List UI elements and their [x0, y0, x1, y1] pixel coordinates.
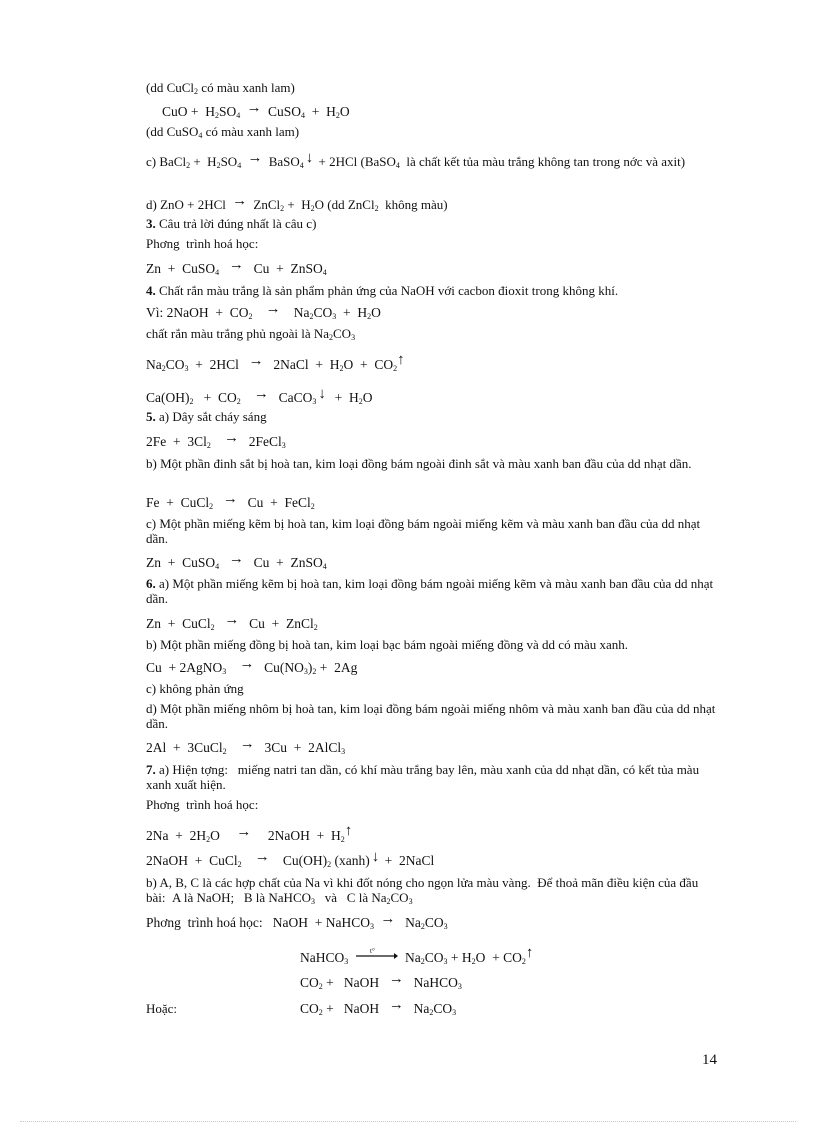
item-6b: b) Một phần miếng đồng bị hoà tan, kim loại bạc bám ngoài miếng đồng và dd có màu xanh. — [146, 637, 628, 652]
label-hoac: Hoặc: — [146, 1001, 178, 1016]
equation-co2-naoh-2: $CO_2$ + NaOH → $Na_2CO_3$ — [300, 997, 457, 1017]
note-na2co3: chất rắn màu trắng phủ ngoài là $Na_2CO_3$ — [146, 326, 356, 342]
item-d-zno: d) ZnO + 2HCl → ZnCl$_2$ + $H_2O$ (dd ZnCl$_2$ không màu) — [146, 193, 448, 213]
item-7a: 7. a) Hiện tợng: miếng natri tan dần, có khí màu trắng bay lên, màu xanh của dd nhạt dần, có kết tủa màu xanh xuất hiện. — [146, 762, 700, 792]
heat-arrow-icon — [356, 948, 398, 958]
heading-ptpu-2: Phơng trình hoá học: — [146, 797, 259, 812]
equation-cuo: CuO + $H_2SO_4$ → CuSO$_4$ + $H_2O$ — [162, 100, 350, 120]
item-6d: d) Một phần miếng nhôm bị hoà tan, kim loại đồng bám ngoài miếng nhôm và màu xanh ban đầu của dd nhạt dần. — [146, 701, 716, 731]
equation-naoh-co2: Vì: 2NaOH + $CO_2$ → $Na_2CO_3 + H_2O$ — [146, 301, 381, 321]
note-cucl2: (dd CuCl$_2$ có màu xanh lam) — [146, 80, 295, 96]
item-6c: c) không phản ứng — [146, 681, 244, 696]
item-5a: 5. a) Dây sắt cháy sáng — [146, 409, 267, 424]
item-5b: b) Một phần đinh sắt bị hoà tan, kim loại đồng bám ngoài đinh sắt và màu xanh ban đầu của dd nhạt dần. — [146, 456, 692, 471]
equation-na-h2o: $2Na + 2H_2O$ → 2NaOH + $H_2↑$ — [146, 823, 353, 844]
equation-fe-cl2: $2Fe + 3Cl_2$ → 2FeCl$_3$ — [146, 430, 286, 450]
equation-nahco3-decomp: NaHCO$_3$ t° $Na_2CO_3 + H_2O$ + $CO_2↑$ — [300, 945, 534, 966]
equation-zn-cuso4-2: Zn + CuSO$_4$ → Cu + ZnSO$_4$ — [146, 551, 327, 571]
note-cuso4: (dd CuSO$_4$ có màu xanh lam) — [146, 124, 300, 140]
item-7b: b) A, B, C là các hợp chất của Na vì khi đốt nóng cho ngọn lửa màu vàng. Để thoả mãn điều kiện của đầu bài: A là NaOH; B là NaHCO$_3$ và C là $Na_2CO_3$ — [146, 875, 699, 906]
equation-fe-cucl2: Fe + CuCl$_2$ → Cu + FeCl$_2$ — [146, 491, 315, 511]
equation-na2co3-hcl: $Na_2CO_3 + 2HCl$ → 2NaCl + $H_2O$ + $CO_2↑$ — [146, 352, 405, 373]
heading-ptpu-1: Phơng trình hoá học: — [146, 236, 259, 251]
item-3: 3. Câu trả lời đúng nhất là câu c) — [146, 216, 317, 231]
equation-caoh2-co2: $Ca(OH)_2 + CO_2$ → CaCO$_3$ ↓ + $H_2O$ — [146, 386, 373, 406]
page-number: 14 — [702, 1052, 717, 1068]
equation-naoh-cucl2: 2NaOH + CuCl$_2$ → $Cu(OH)_2$ (xanh) ↓ + 2NaCl — [146, 849, 435, 869]
equation-zn-cucl2: Zn + CuCl$_2$ → Cu + ZnCl$_2$ — [146, 612, 318, 632]
item-6a: 6. a) Một phần miếng kẽm bị hoà tan, kim loại đồng bám ngoài miếng kẽm và màu xanh ban đầu của dd nhạt dần. — [146, 576, 714, 606]
equation-zn-cuso4-1: Zn + CuSO$_4$ → Cu + ZnSO$_4$ — [146, 257, 327, 277]
item-4: 4. Chất rắn màu trắng là sản phẩm phản ứng của NaOH với cacbon đioxit trong không khí. — [146, 283, 619, 298]
equation-co2-naoh-1: $CO_2$ + NaOH → NaHCO$_3$ — [300, 971, 462, 991]
equation-naoh-nahco3: Phơng trình hoá học: NaOH + NaHCO$_3$ → $Na_2CO_3$ — [146, 911, 448, 931]
equation-al-cucl2: 2Al + 3CuCl$_2$ → 3Cu + 2AlCl$_3$ — [146, 736, 346, 756]
svg-text:t°: t° — [369, 948, 375, 955]
item-c-bacl2: c) BaCl$_2$ + $H_2SO_4$ → BaSO$_4$ ↓ + 2HCl (BaSO$_4$ là chất kết tủa màu trắng không tan trong nớc và axit) — [146, 150, 686, 170]
item-5c: c) Một phần miếng kẽm bị hoà tan, kim loại đồng bám ngoài miếng kẽm và màu xanh ban đầu của dd nhạt dần. — [146, 516, 701, 546]
equation-cu-agno3: Cu + 2AgNO$_3$ → $Cu(NO_3)_2 + 2Ag$ — [146, 656, 358, 676]
footer-divider — [20, 1121, 796, 1122]
